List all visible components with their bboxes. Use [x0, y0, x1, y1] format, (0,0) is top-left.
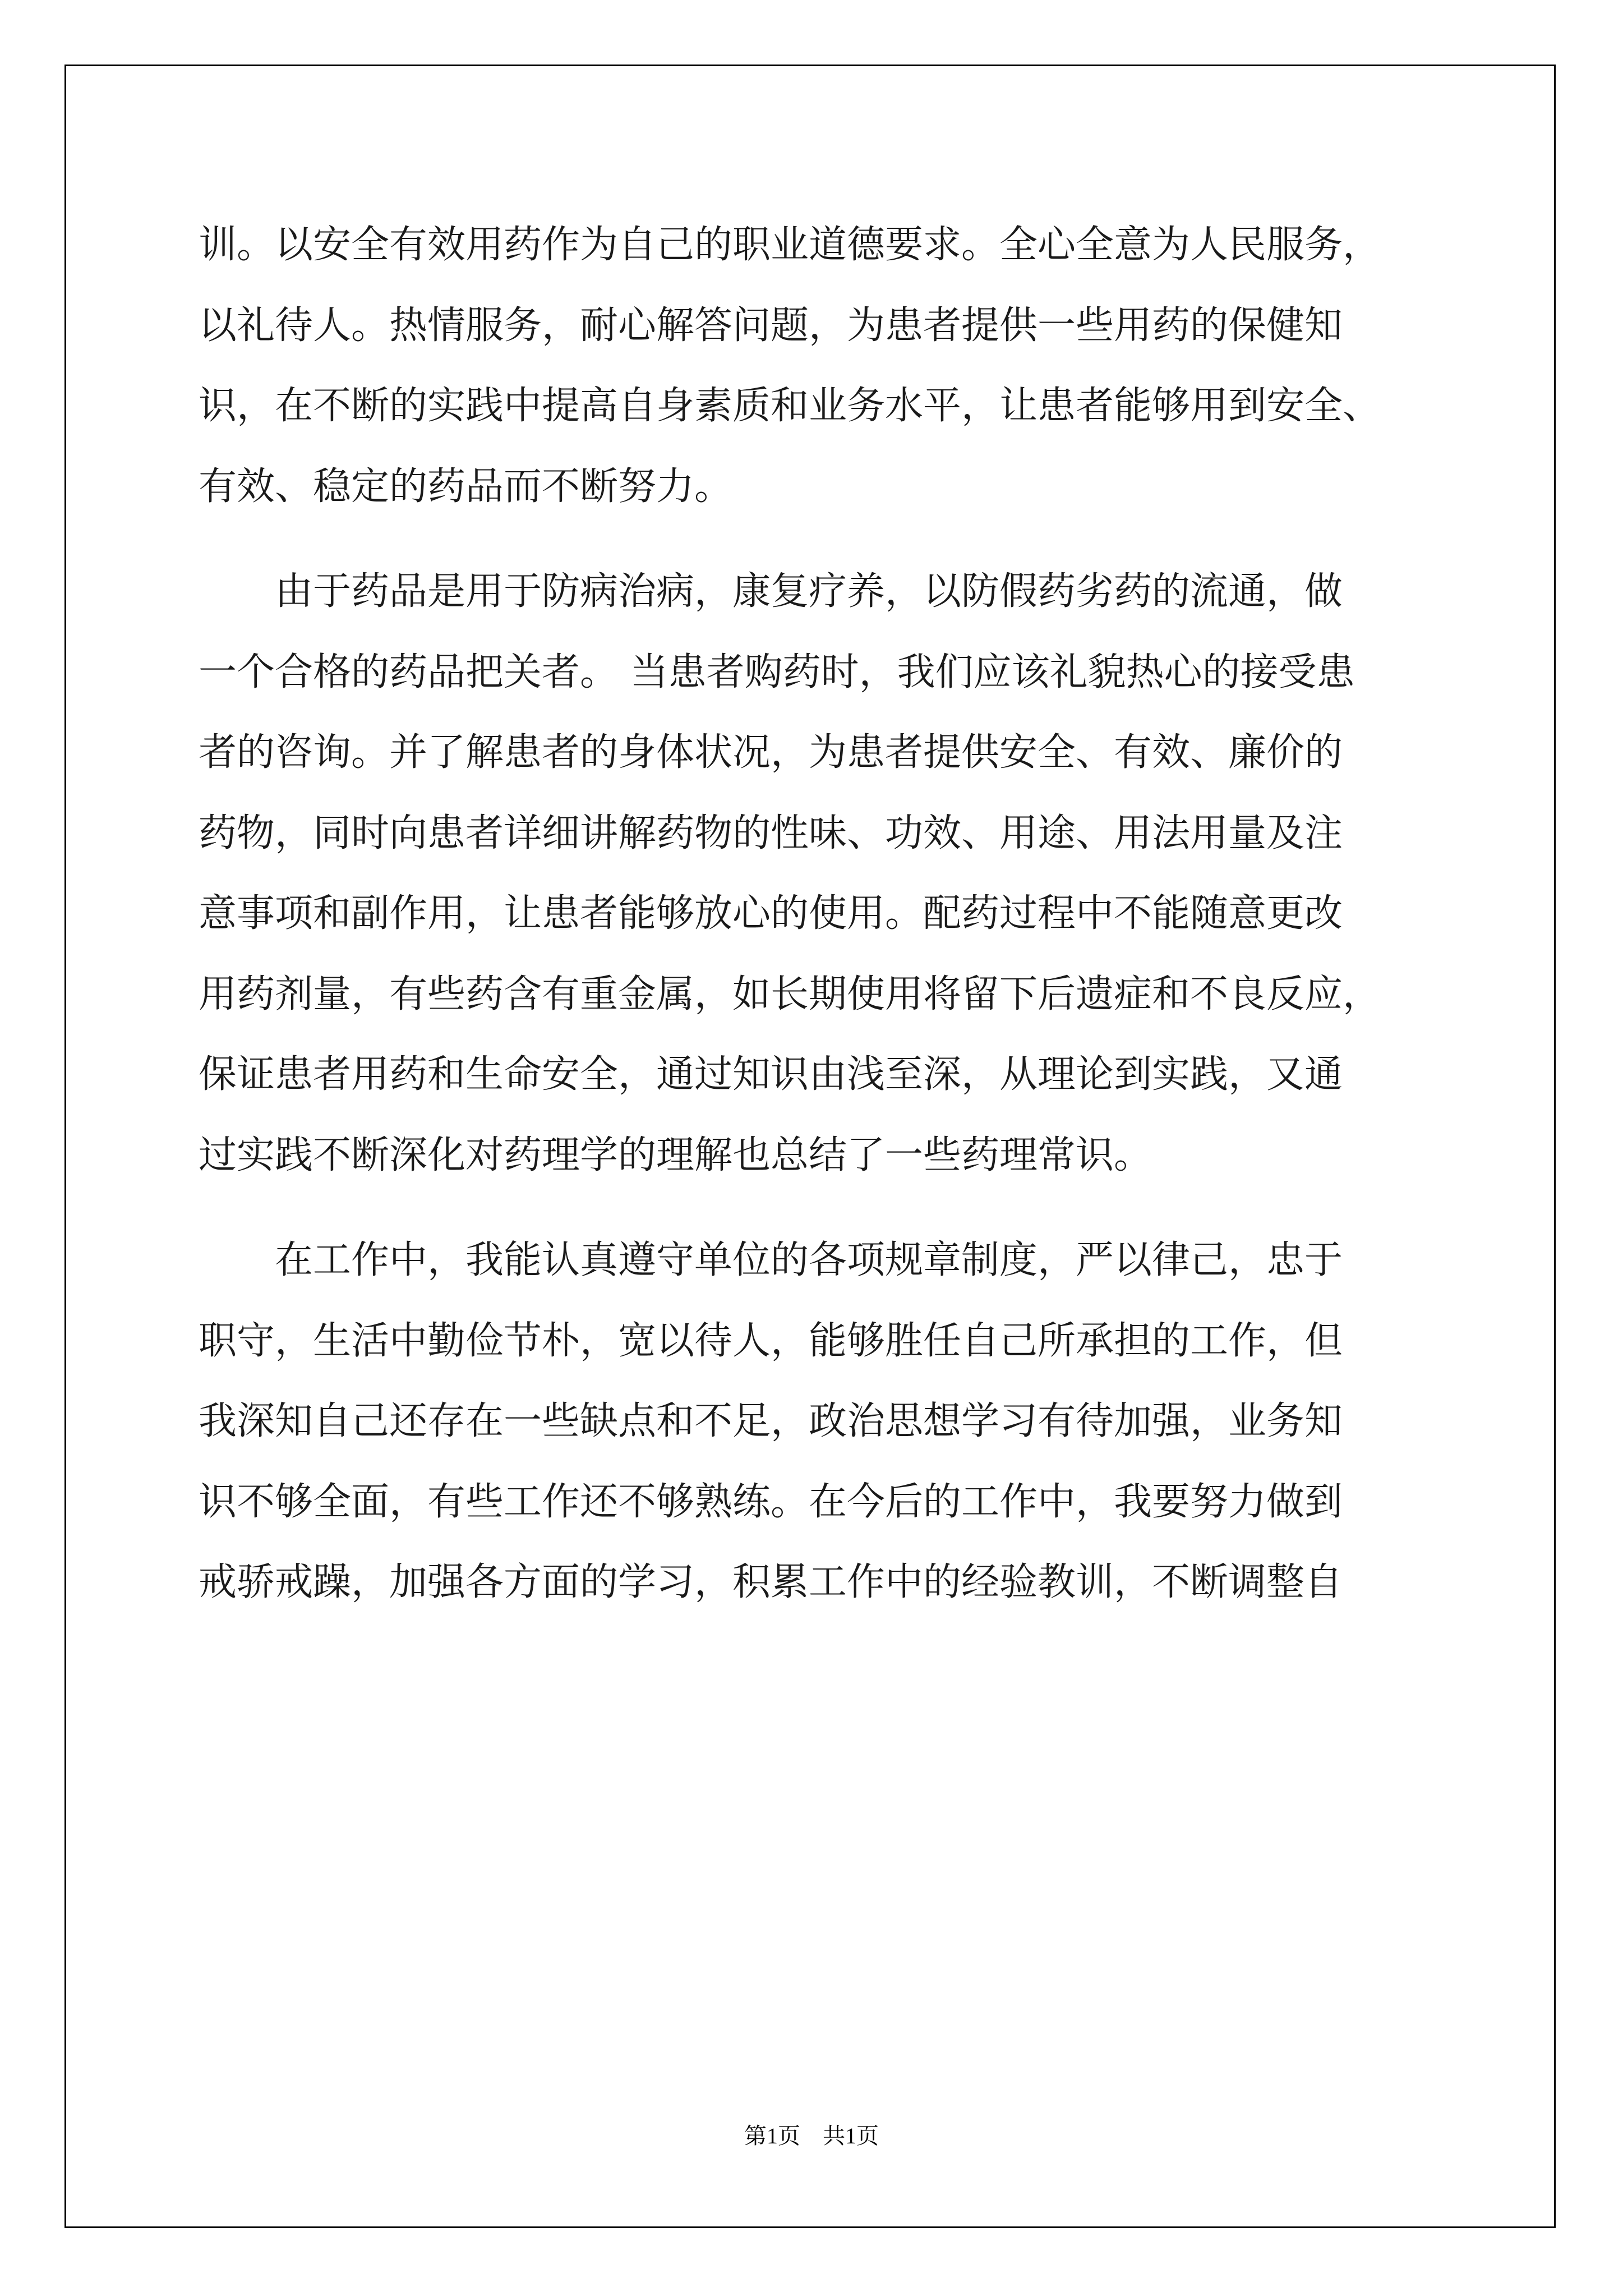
page-number-footer: 第1页 共1页: [744, 2123, 879, 2148]
text-line: 一个合格的药品把关者。 当患者购药时，我们应该礼貌热心的接受患: [199, 650, 1355, 694]
text-line: 训。以安全有效用药作为自己的职业道德要求。全心全意为人民服务，: [199, 223, 1381, 267]
text-line: 戒骄戒躁，加强各方面的学习，积累工作中的经验教训，不断调整自: [199, 1560, 1343, 1604]
text-line: 过实践不断深化对药理学的理解也总结了一些药理常识。: [199, 1133, 1152, 1177]
text-line: 职守，生活中勤俭节朴，宽以待人，能够胜任自己所承担的工作，但: [199, 1318, 1343, 1363]
text-line: 意事项和副作用，让患者能够放心的使用。配药过程中不能随意更改: [199, 891, 1343, 936]
paragraph-2: [199, 551, 1494, 1195]
paragraph-1: [199, 205, 1494, 527]
text-line: 用药剂量，有些药含有重金属，如长期使用将留下后遗症和不良反应，: [199, 972, 1381, 1016]
paragraph-3: [199, 1220, 1494, 1623]
paragraph-spacer: [199, 527, 1494, 551]
text-line: 由于药品是用于防病治病，康复疗养，以防假药劣药的流通，做: [199, 569, 1343, 614]
paragraph-spacer: [199, 1195, 1494, 1220]
text-line: 以礼待人。热情服务，耐心解答问题，为患者提供一些用药的保健知: [199, 303, 1343, 348]
text-line: 识不够全面，有些工作还不够熟练。在今后的工作中，我要努力做到: [199, 1479, 1343, 1524]
text-line: 保证患者用药和生命安全，通过知识由浅至深，从理论到实践，又通: [199, 1052, 1343, 1097]
text-line: 药物，同时向患者详细讲解药物的性味、功效、用途、用法用量及注: [199, 811, 1343, 855]
document-body: [199, 205, 1494, 1623]
text-line: 我深知自己还存在一些缺点和不足，政治思想学习有待加强，业务知: [199, 1399, 1343, 1443]
text-line: 者的咨询。并了解患者的身体状况，为患者提供安全、有效、廉价的: [199, 730, 1343, 775]
text-line: 在工作中，我能认真遵守单位的各项规章制度，严以律己，忠于: [199, 1238, 1343, 1282]
text-line: 识，在不断的实践中提高自身素质和业务水平，让患者能够用到安全、: [199, 384, 1381, 428]
text-line: 有效、稳定的药品而不断努力。: [199, 464, 733, 509]
